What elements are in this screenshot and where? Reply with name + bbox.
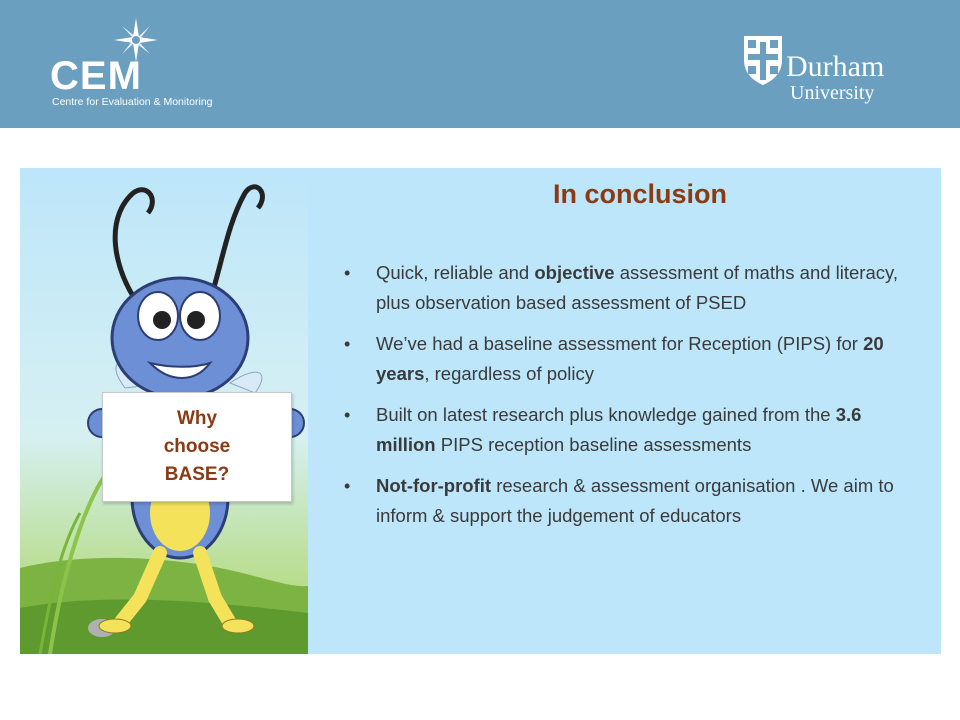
cem-subtitle: Centre for Evaluation & Monitoring (52, 96, 213, 108)
durham-name: Durham (786, 50, 885, 83)
durham-logo[interactable] (742, 34, 912, 106)
cem-logo-text: CEM (50, 54, 142, 98)
sign-line-3: BASE? (164, 464, 230, 485)
durham-university: University (790, 82, 875, 104)
cem-logo[interactable] (50, 18, 250, 113)
durham-shield-icon (742, 34, 784, 86)
bullet-item: • Not-for-profit research & assessment organisation . We aim to inform & support the judgement of educators (340, 471, 920, 531)
bullet-item: • Built on latest research plus knowledge gained from the 3.6 million PIPS reception baseline assessments (340, 400, 920, 460)
bullet-item: • Quick, reliable and objective assessment of maths and literacy, plus observation based assessment of PSED (340, 258, 920, 318)
sign-line-1: Why (176, 408, 218, 429)
bullet-item: • We’ve had a baseline assessment for Reception (PIPS) for 20 years, regardless of policy (340, 329, 920, 389)
header-bar (0, 0, 960, 128)
slide-title: In conclusion (552, 179, 727, 209)
conclusion-bullet-list (340, 258, 920, 542)
sign-text (142, 405, 252, 489)
sign-line-2: choose (163, 436, 231, 457)
why-choose-base-sign (102, 392, 292, 502)
